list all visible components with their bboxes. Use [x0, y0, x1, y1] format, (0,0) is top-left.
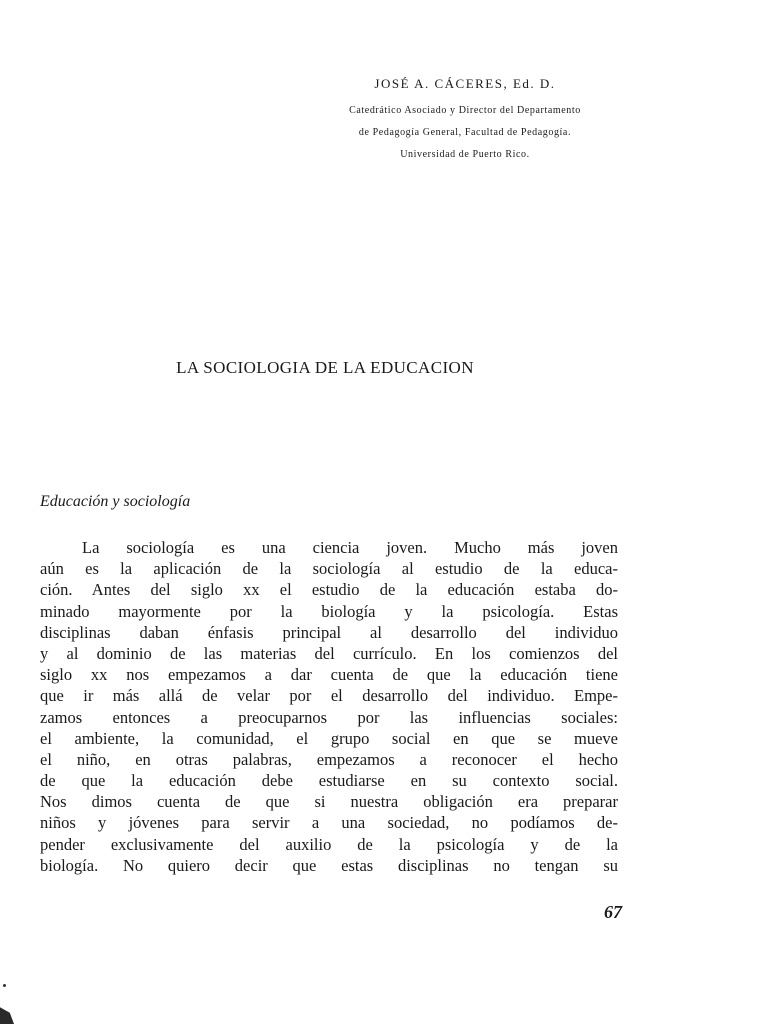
paragraph-line: aún es la aplicación de la sociología al estudio de la educa-: [40, 559, 618, 579]
paragraph-line: Nos dimos cuenta de que si nuestra obligación era preparar: [40, 792, 618, 812]
body-paragraph: [40, 537, 618, 876]
paragraph-line: La sociología es una ciencia joven. Mucho más joven: [82, 538, 618, 557]
author-block: [300, 76, 630, 166]
scan-edge-mark: [0, 996, 14, 1024]
paragraph-line: el ambiente, la comunidad, el grupo social en que se mueve: [40, 728, 618, 748]
page-number: 67: [604, 902, 622, 922]
paragraph-line: y al dominio de las materias del currículo. En los comienzos del: [40, 643, 618, 663]
paragraph-line: el niño, en otras palabras, empezamos a reconocer el hecho: [40, 749, 618, 769]
paragraph-line: niños y jóvenes para servir a una sociedad, no podíamos de-: [40, 813, 618, 833]
paragraph-line: pender exclusivamente del auxilio de la psicología y de la: [40, 834, 618, 854]
article-title: LA SOCIOLOGIA DE LA EDUCACION: [176, 358, 474, 377]
paragraph-line: disciplinas daban énfasis principal al desarrollo del individuo: [40, 622, 618, 642]
scan-speck: [3, 984, 6, 987]
paragraph-line: minado mayormente por la biología y la psicología. Estas: [40, 601, 618, 621]
author-name: JOSÉ A. CÁCERES, Ed. D.: [374, 76, 556, 91]
paragraph-line: zamos entonces a preocuparnos por las influencias sociales:: [40, 707, 618, 727]
paragraph-line: de que la educación debe estudiarse en su contexto social.: [40, 771, 618, 791]
affiliation-line: Universidad de Puerto Rico.: [400, 149, 530, 160]
affiliation-line: de Pedagogía General, Facultad de Pedagogía.: [358, 127, 572, 138]
affiliation-line: Catedrático Asociado y Director del Departamento: [349, 105, 581, 116]
paragraph-line: que ir más allá de velar por el desarrollo del individuo. Empe-: [40, 686, 618, 706]
paragraph-line: ción. Antes del siglo xx el estudio de la educación estaba do-: [40, 580, 618, 600]
paragraph-line: biología. No quiero decir que estas disciplinas no tengan su: [40, 855, 618, 875]
section-heading: Educación y sociología: [40, 493, 191, 510]
paragraph-line: siglo xx nos empezamos a dar cuenta de que la educación tiene: [40, 665, 618, 685]
